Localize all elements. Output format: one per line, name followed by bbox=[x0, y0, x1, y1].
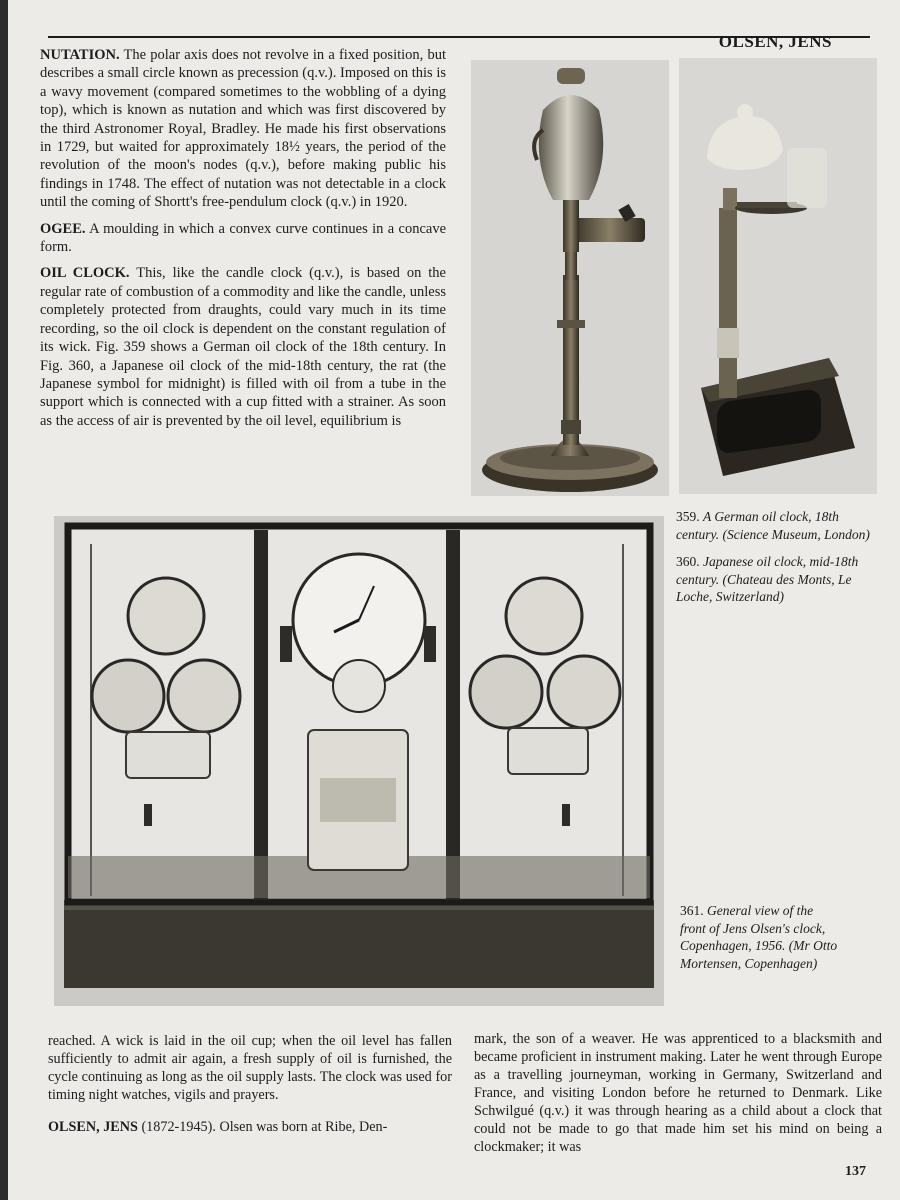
entry-text: This, like the candle clock (q.v.), is based on the regular rate of combustion of a commodity and like the candle, unless completely protected from draughts, could vary much in its time recording, so the oil clock is dependent on the constant regulation of its wick. Fig. 359 shows a German oil clock of the 18th century. In Fig. 360, a Japanese oil clock of the mid-18th century, the rat (the Japanese symbol for midnight) is filled with oil from a tube in the support which is connected with a cup fitted with a strainer. As soon as the access of air is prevented by the oil level, equilibrium is bbox=[40, 265, 446, 429]
jens-olsen-clock-image bbox=[54, 516, 664, 1006]
entry-nutation bbox=[40, 46, 446, 212]
entry-oil-clock-continued: reached. A wick is laid in the oil cup; when the oil level has fallen sufficiently to admit air again, a fresh supply of oil is furnished, the cycle continuing as long as the oil supply lasts. The clock was used for timing night watches, vigils and prayers. bbox=[48, 1033, 452, 1103]
entry-olsen bbox=[48, 1118, 452, 1136]
page-header bbox=[48, 28, 870, 51]
caption-credit: (Mr Otto Mortensen, Copenhagen) bbox=[680, 938, 838, 971]
page-number: 137 bbox=[845, 1164, 866, 1179]
entry-term: NUTATION. bbox=[40, 47, 120, 63]
running-head: OLSEN, JENS bbox=[718, 32, 832, 51]
entry-term: OGEE. bbox=[40, 220, 86, 237]
entry-text: The polar axis does not revolve in a fixed position, but describes a small circle known as precession (q.v.). Imposed on this is a wavy movement (compared sometimes to the wobbling of a dying top), which is known as nutation and which was first discovered by the third Astronomer Royal, Bradley. He made his first observations in 1729, but waited for approximately 18½ years, the period of the revolution of the moon's nodes (q.v.), before making public his findings in 1748. The effect of nutation was not detectable in a clock until the coming of Shortt's free-pendulum clock (q.v.) in 1920. bbox=[40, 47, 446, 211]
entries-bottom-right-column bbox=[474, 1030, 882, 1164]
entry-ogee bbox=[40, 220, 446, 257]
caption-title: General view of the front of Jens Olsen's clock, Copenhagen, 1956. bbox=[680, 903, 826, 953]
entry-oil-clock bbox=[40, 264, 446, 430]
caption-359 bbox=[676, 508, 876, 543]
figure-360-photo bbox=[679, 58, 877, 494]
japanese-oil-clock-image bbox=[679, 58, 877, 494]
entries-bottom-left-column bbox=[48, 1032, 452, 1144]
caption-number: 361. bbox=[680, 903, 704, 918]
caption-title: Japanese oil clock, mid-18th century. bbox=[676, 554, 859, 587]
caption-number: 359. bbox=[676, 509, 700, 524]
entries-top-column bbox=[40, 46, 446, 438]
captions-359-360 bbox=[676, 508, 876, 616]
entry-term: OIL CLOCK. bbox=[40, 265, 130, 282]
caption-credit: (Science Museum, London) bbox=[722, 526, 870, 542]
caption-361 bbox=[680, 902, 840, 982]
caption-361-text bbox=[680, 902, 840, 972]
caption-credit: (Chateau des Monts, Le Loche, Switzerland) bbox=[676, 571, 852, 604]
entry-term: OLSEN, JENS bbox=[48, 1119, 138, 1135]
entry-text: Olsen was born at Ribe, Den- bbox=[219, 1119, 388, 1135]
german-oil-clock-image bbox=[471, 60, 669, 496]
figure-361-photo bbox=[54, 516, 664, 1006]
entry-olsen-continued: mark, the son of a weaver. He was apprenticed to a blacksmith and became proficient in instrument making. Later he went through Europe as a travelling journeyman, working in Germany, Switzerland and France, and visiting London before he returned to Denmark. Like Schwilgué (q.v.) it was through hearing as a child about a clock that could not be made to go that made him set his mind on being a clockmaker; it was bbox=[474, 1031, 882, 1155]
caption-number: 360. bbox=[676, 554, 700, 569]
caption-title: A German oil clock, 18th century. bbox=[676, 509, 839, 542]
book-page bbox=[8, 0, 900, 1200]
figure-359-photo bbox=[471, 60, 669, 496]
entry-text: A moulding in which a convex curve continues in a concave form. bbox=[40, 220, 447, 256]
caption-360 bbox=[676, 553, 876, 606]
entry-dates: (1872-1945). bbox=[141, 1119, 216, 1135]
